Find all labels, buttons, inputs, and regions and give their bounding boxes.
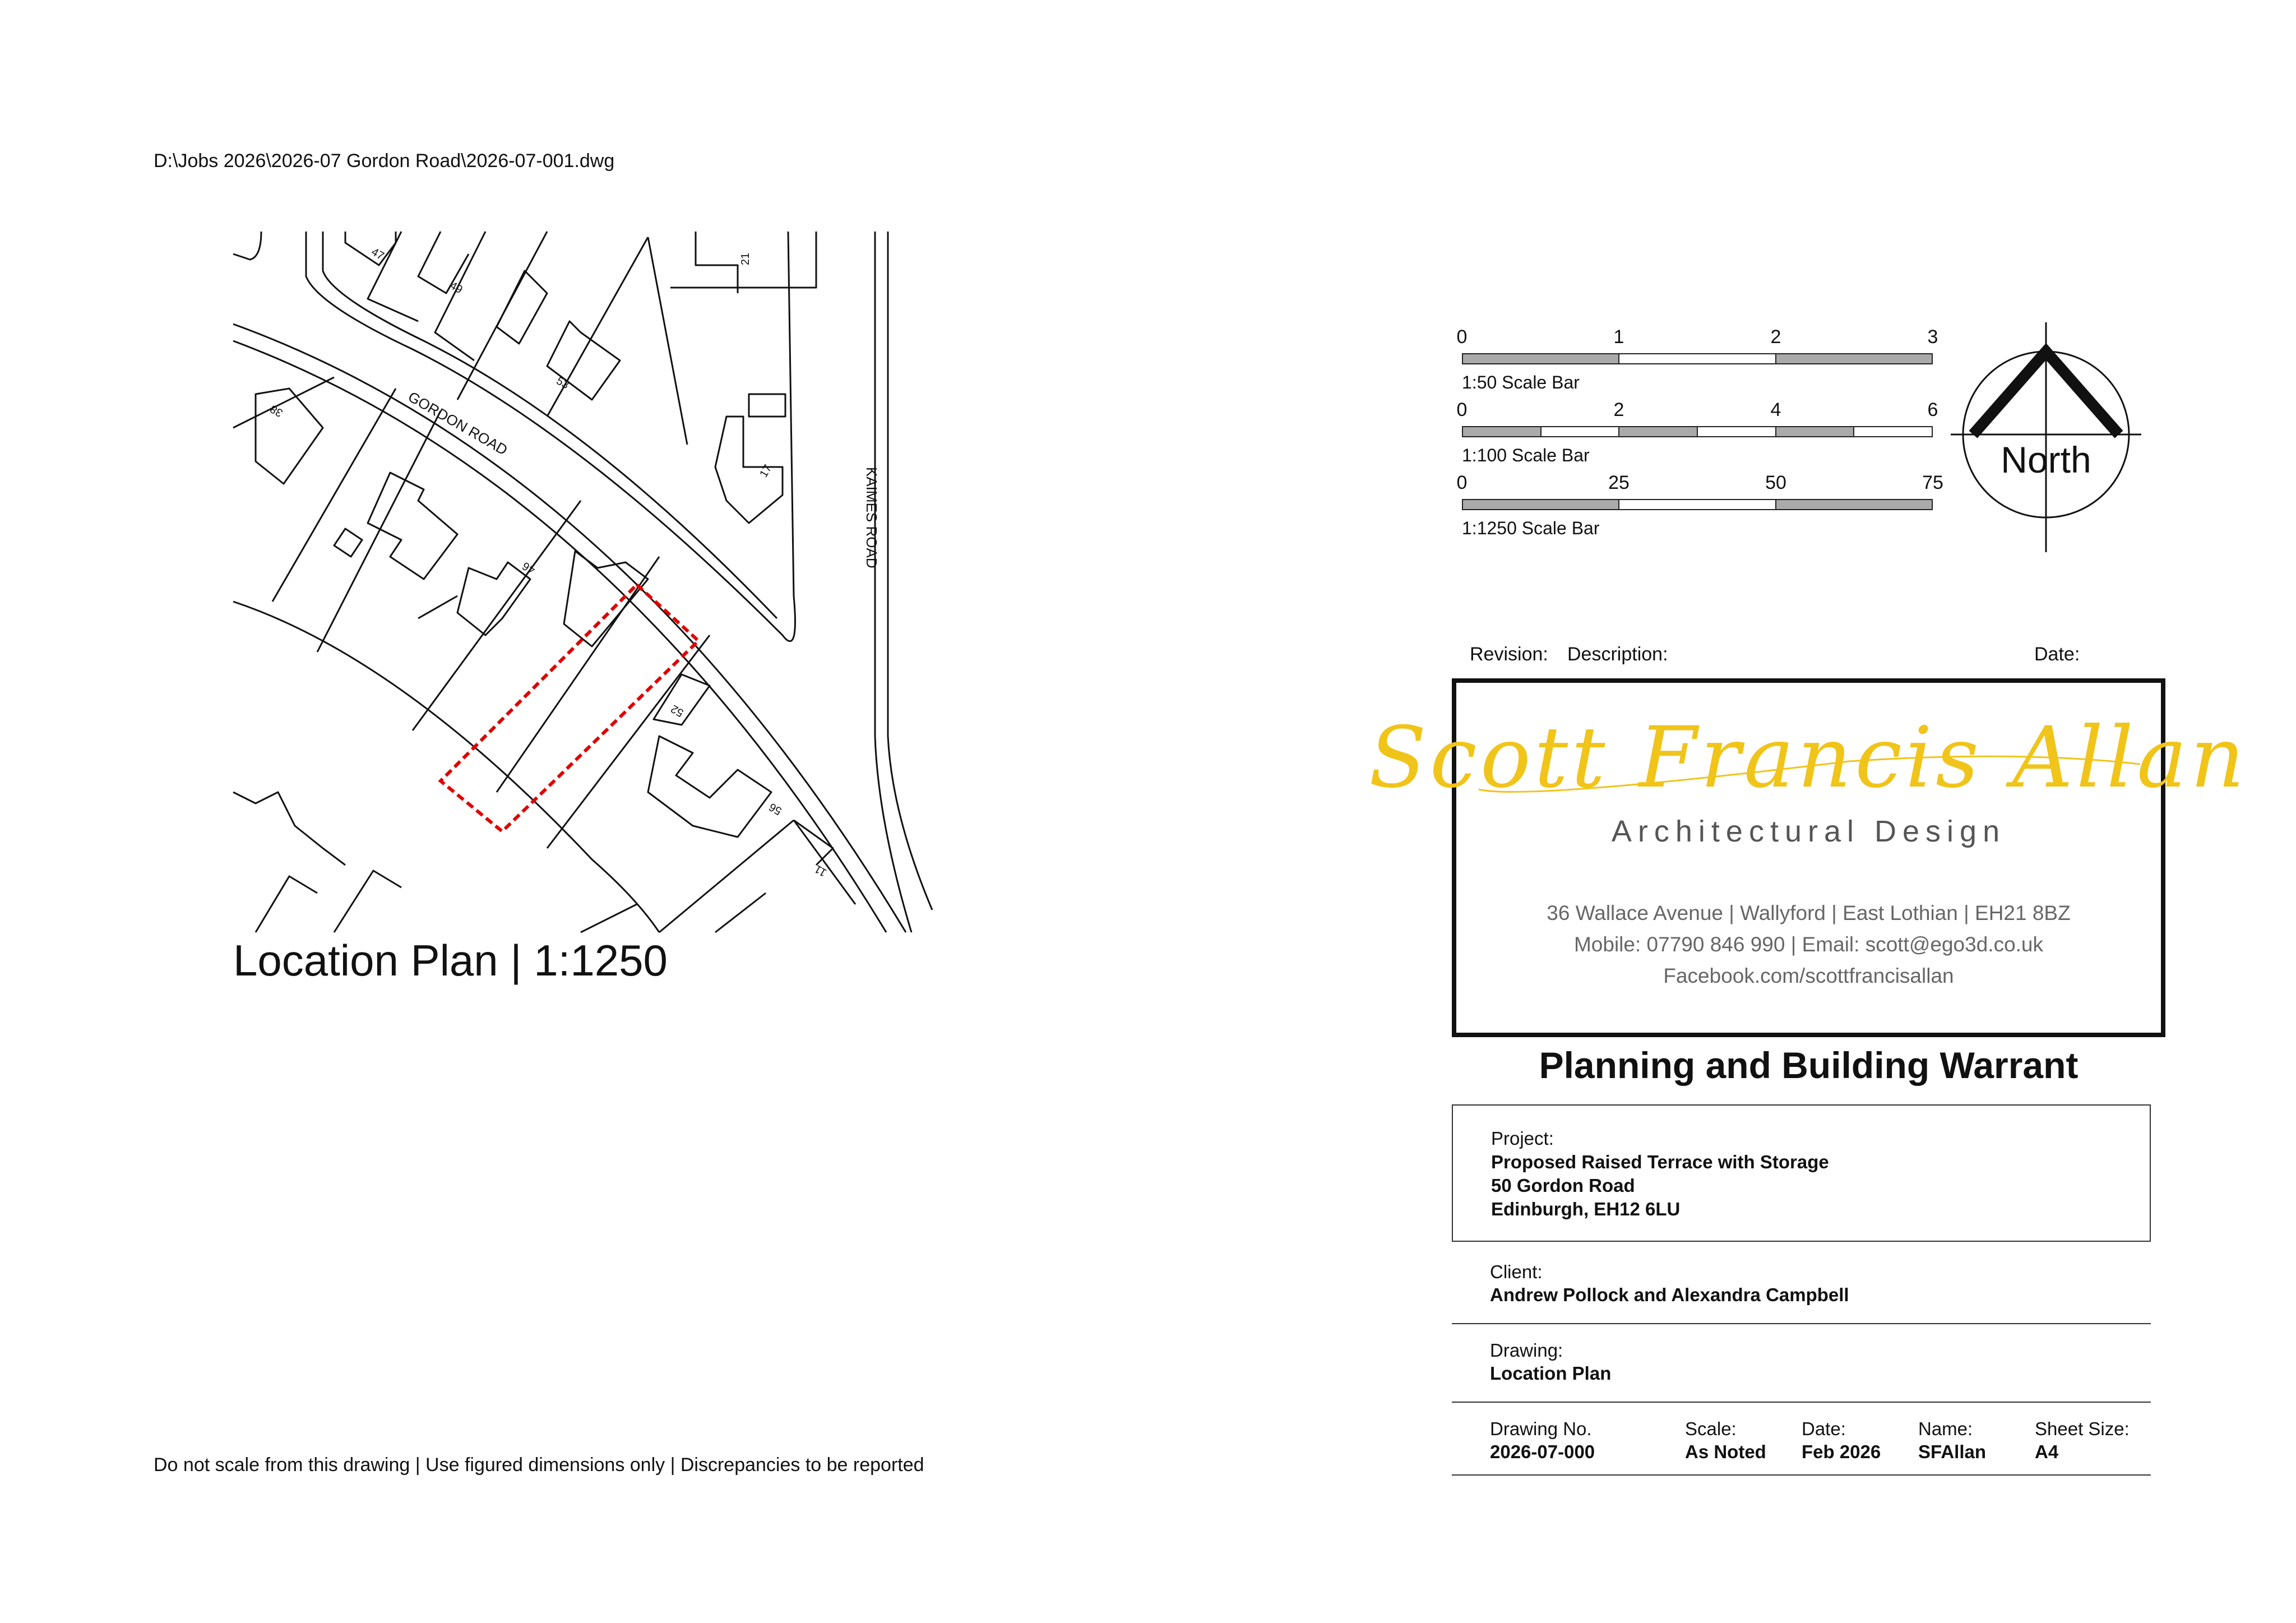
footer-note: Do not scale from this drawing | Use figured dimensions only | Discrepancies to be reported xyxy=(154,1454,924,1476)
house-number: 49 xyxy=(447,279,465,297)
scale-tick: 0 xyxy=(1456,472,1468,493)
client-value: Andrew Pollock and Alexandra Campbell xyxy=(1490,1284,1849,1305)
gordon-road-edge-inner xyxy=(233,341,886,932)
kaimes-road-west xyxy=(875,232,911,932)
signature-logo xyxy=(1368,709,2248,812)
logo-subtitle: Architectural Design xyxy=(1611,815,2006,848)
project-label: Project: xyxy=(1491,1128,1554,1149)
gordon-road-upper-edge-2 xyxy=(323,232,777,618)
scale-tick: 3 xyxy=(1927,326,1938,348)
purpose-title: Planning and Building Warrant xyxy=(1539,1044,2079,1086)
scale-tick: 0 xyxy=(1456,326,1468,348)
location-plan-map xyxy=(233,232,932,932)
logo-box xyxy=(1368,678,2248,1037)
file-path: D:\Jobs 2026\2026-07 Gordon Road\2026-07-001.dwg xyxy=(154,150,615,172)
road-label-kaimes: KAIMES ROAD xyxy=(863,467,880,568)
scale-tick: 0 xyxy=(1456,399,1468,420)
house-number: 46 xyxy=(520,559,538,576)
scale-bars xyxy=(1450,320,1954,555)
house-number: 17 xyxy=(757,463,775,480)
name-value: SFAllan xyxy=(1918,1441,1987,1462)
project-line2: 50 Gordon Road xyxy=(1491,1175,1635,1196)
north-label: North xyxy=(2001,439,2091,480)
house-number: 47 xyxy=(369,246,386,263)
kaimes-road-east xyxy=(888,232,932,910)
project-line3: Edinburgh, EH12 6LU xyxy=(1491,1199,1681,1219)
house-number: 56 xyxy=(767,800,784,817)
scale-bar-1-50 xyxy=(1462,353,1933,364)
road-label-gordon: GORDON ROAD xyxy=(405,388,511,459)
top-left-curb xyxy=(233,232,261,260)
house-number: 53 xyxy=(554,374,571,392)
scale-tick: 2 xyxy=(1613,399,1624,420)
sheet-size-value: A4 xyxy=(2035,1441,2059,1462)
scale-caption: 1:100 Scale Bar xyxy=(1462,445,1590,465)
scale-tick: 2 xyxy=(1770,326,1781,348)
map-title: Location Plan | 1:1250 xyxy=(233,936,668,985)
scale-label: Scale: xyxy=(1685,1418,1737,1439)
north-arrow xyxy=(1951,322,2141,552)
contact-text: Mobile: 07790 846 990 | Email: scott@ego3d.co.uk xyxy=(1573,933,2044,956)
project-box xyxy=(1452,1104,2151,1242)
rear-boundary xyxy=(233,602,659,932)
description-label: Description: xyxy=(1567,644,1668,665)
divider xyxy=(1452,1323,2151,1324)
scale-bar-1-1250 xyxy=(1462,499,1933,510)
project-line1: Proposed Raised Terrace with Storage xyxy=(1491,1152,1829,1172)
scale-value: As Noted xyxy=(1685,1441,1766,1462)
scale-tick: 75 xyxy=(1922,472,1943,493)
client-label: Client: xyxy=(1490,1261,1543,1282)
signature-text: Scott Francis Allan xyxy=(1368,709,2248,807)
scale-tick: 6 xyxy=(1927,399,1938,420)
drawing-no-value: 2026-07-000 xyxy=(1490,1441,1595,1462)
scale-tick: 25 xyxy=(1608,472,1630,493)
facebook-text: Facebook.com/scottfrancisallan xyxy=(1663,964,1954,987)
scale-tick: 4 xyxy=(1770,399,1781,420)
revision-label: Revision: xyxy=(1470,644,1548,665)
date-label: Date: xyxy=(2034,644,2080,665)
scale-caption: 1:50 Scale Bar xyxy=(1462,372,1580,392)
house-number: 21 xyxy=(739,252,752,265)
date-field-value: Feb 2026 xyxy=(1802,1441,1881,1462)
scale-tick: 50 xyxy=(1765,472,1786,493)
house-number: 38 xyxy=(268,402,285,419)
house-number: 11 xyxy=(812,862,829,879)
scale-tick: 1 xyxy=(1613,326,1624,348)
drawing-no-label: Drawing No. xyxy=(1490,1418,1592,1439)
divider xyxy=(1452,1474,2151,1476)
drawing-label: Drawing: xyxy=(1490,1340,1563,1361)
name-label: Name: xyxy=(1918,1418,1973,1439)
drawing-value: Location Plan xyxy=(1490,1363,1612,1384)
house-number: 52 xyxy=(669,702,686,719)
divider xyxy=(1452,1402,2151,1403)
scale-caption: 1:1250 Scale Bar xyxy=(1462,518,1600,538)
sheet-size-label: Sheet Size: xyxy=(2035,1418,2130,1439)
address-text: 36 Wallace Avenue | Wallyford | East Lothian | EH21 8BZ xyxy=(1547,901,2071,924)
date-field-label: Date: xyxy=(1802,1418,1846,1439)
scale-bar-1-100 xyxy=(1462,426,1933,437)
